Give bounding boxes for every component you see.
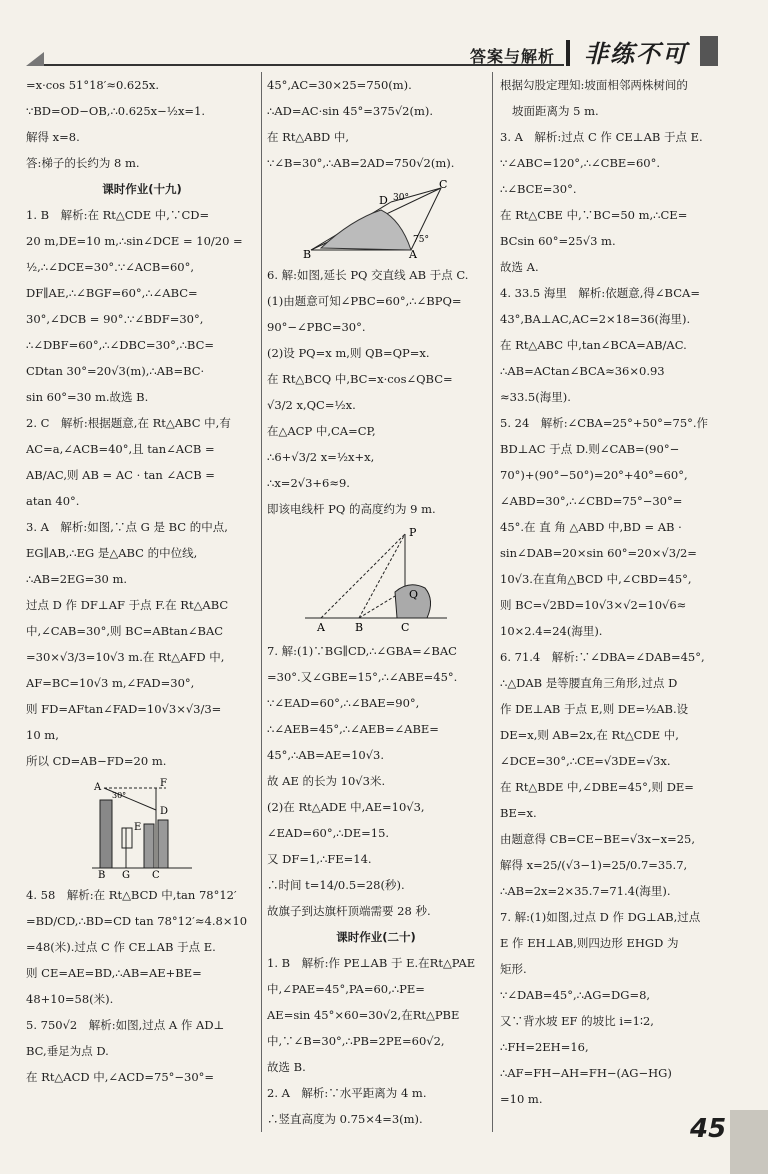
- figure-q3-buildings: [82, 778, 202, 878]
- text-line: atan 40°.: [26, 494, 80, 508]
- text-line: BC,垂足为点 D.: [26, 1044, 109, 1058]
- text-line: 在 Rt△ABD 中,: [267, 130, 350, 144]
- text-line: =10 m.: [500, 1092, 543, 1106]
- text-line: 5. 750√2 解析:如图,过点 A 作 AD⊥: [26, 1018, 225, 1032]
- text-line: AF=BC=10√3 m,∠FAD=30°,: [26, 676, 195, 690]
- text-line: ∴∠BCE=30°.: [500, 182, 577, 196]
- text-line: ∴△DAB 是等腰直角三角形,过点 D: [500, 676, 678, 690]
- text-line: BE=x.: [500, 806, 537, 820]
- text-line: 3. A 解析:过点 C 作 CE⊥AB 于点 E.: [500, 130, 703, 144]
- fig-label-e: E: [134, 822, 142, 833]
- header-title: 答案与解析: [470, 47, 556, 66]
- text-line: =BD/CD,∴BD=CD tan 78°12′≈4.8×10: [26, 914, 248, 928]
- text-line: ∵∠B=30°,∴AB=2AD=750√2(m).: [267, 156, 455, 170]
- text-line: ∴FH=2EH=16,: [500, 1040, 589, 1054]
- text-line: AB/AC,则 AB = AC · tan ∠ACB =: [26, 468, 215, 482]
- text-line: =30°.又∠GBE=15°,∴∠ABE=45°.: [267, 670, 458, 684]
- text-line: 5. 24 解析:∠CBA=25°+50°=75°.作: [500, 416, 709, 430]
- text-line: 10 m,: [26, 728, 59, 742]
- text-line: ∵∠EAD=60°,∴∠BAE=90°,: [267, 696, 420, 710]
- text-line: 由题意得 CB=CE−BE=√3x−x=25,: [500, 832, 696, 846]
- text-line: 则 CE=AE=BD,∴AB=AE+BE=: [26, 966, 202, 980]
- header-divider: [566, 40, 570, 66]
- text-line: ∴竖直高度为 0.75×4=3(m).: [267, 1112, 423, 1126]
- fig-label-a: A: [409, 248, 417, 258]
- text-line: 7. 解:(1)如图,过点 D 作 DG⊥AB,过点: [500, 910, 701, 924]
- text-line: ∴AF=FH−AH=FH−(AG−HG): [500, 1066, 672, 1080]
- corner-shade: [730, 1110, 768, 1174]
- fig-label-angle-30: 30°: [393, 193, 409, 203]
- text-line: 45°.在 直 角 △ABD 中,BD = AB ·: [500, 520, 682, 534]
- text-line: ∴AB=2EG=30 m.: [26, 572, 128, 586]
- text-line: ∴AB=2x=2×35.7=71.4(海里).: [500, 884, 671, 898]
- text-line: DF∥AE,∴∠BGF=60°,∴∠ABC=: [26, 286, 198, 300]
- fig-label-angle-75: 75°: [413, 235, 429, 245]
- fig-label-a: A: [94, 782, 102, 793]
- text-line: 2. A 解析:∵水平距离为 4 m.: [267, 1086, 427, 1100]
- text-line: 4. 58 解析:在 Rt△BCD 中,tan 78°12′: [26, 888, 237, 902]
- text-line: 故 AE 的长为 10√3米.: [267, 774, 386, 788]
- text-line: DE=x,则 AB=2x,在 Rt△CDE 中,: [500, 728, 679, 742]
- text-line: 10×2.4=24(海里).: [500, 624, 603, 638]
- fig-label-b: B: [98, 870, 106, 878]
- text-line: √3/2 x,QC=½x.: [267, 398, 356, 412]
- text-line: 故选 B.: [267, 1060, 306, 1074]
- fig-label-q: Q: [409, 588, 419, 601]
- text-line: 20 m,DE=10 m,∴sin∠DCE = 10/20 =: [26, 234, 243, 248]
- text-line: 3. A 解析:如图,∵点 G 是 BC 的中点,: [26, 520, 228, 534]
- text-line: 在 Rt△ABC 中,tan∠BCA=AB/AC.: [500, 338, 687, 352]
- text-line: 则 FD=AFtan∠FAD=10√3×√3/3=: [26, 702, 222, 716]
- fig-label-b: B: [355, 621, 364, 634]
- column-divider-1: [261, 72, 262, 1132]
- text-line: 解得 x=25/(√3−1)=25/0.7=35.7,: [500, 858, 688, 872]
- text-line: AC=a,∠ACB=40°,且 tan∠ACB =: [26, 442, 215, 456]
- text-line: 又∵背水坡 EF 的坡比 i=1∶2,: [500, 1014, 654, 1028]
- text-line: 6. 解:如图,延长 PQ 交直线 AB 于点 C.: [267, 268, 469, 282]
- text-line: 45°,∴AB=AE=10√3.: [267, 748, 385, 762]
- text-line: 中,∵∠B=30°,∴PB=2PE=60√2,: [267, 1034, 445, 1048]
- text-line: BD⊥AC 于点 D.则∠CAB=(90°−: [500, 442, 680, 456]
- text-line: 在 Rt△BCQ 中,BC=x·cos∠QBC=: [267, 372, 453, 386]
- text-line: =48(米).过点 C 作 CE⊥AB 于点 E.: [26, 940, 216, 954]
- text-line: 所以 CD=AB−FD=20 m.: [26, 754, 167, 768]
- text-line: 根据勾股定理知:坡面相邻两株树间的: [500, 78, 688, 92]
- fig-label-c: C: [439, 180, 448, 191]
- column-divider-2: [492, 72, 493, 1132]
- text-line: EG∥AB,∴EG 是△ABC 的中位线,: [26, 546, 198, 560]
- text-line: 故旗子到达旗杆顶端需要 28 秒.: [267, 904, 431, 918]
- text-line: 在△ACP 中,CA=CP,: [267, 424, 376, 438]
- text-line: 即该电线杆 PQ 的高度约为 9 m.: [267, 502, 436, 516]
- column-right: [500, 72, 732, 1112]
- text-line: E 作 EH⊥AB,则四边形 EHGD 为: [500, 936, 679, 950]
- text-line: 30°,∠DCB = 90°.∵∠BDF=30°,: [26, 312, 204, 326]
- text-line: ∵∠ABC=120°,∴∠CBE=60°.: [500, 156, 660, 170]
- fig-label-c: C: [152, 870, 160, 878]
- text-line: ½,∴∠DCE=30°.∵∠ACB=60°,: [26, 260, 195, 274]
- text-line: ∴AB=ACtan∠BCA≈36×0.93: [500, 364, 665, 378]
- text-line: 1. B 解析:作 PE⊥AB 于 E.在Rt△PAE: [267, 956, 476, 970]
- text-line: 坡面距离为 5 m.: [512, 104, 599, 118]
- text-line: 10√3.在直角△BCD 中,∠CBD=45°,: [500, 572, 692, 586]
- figure-q6-pole: [301, 526, 451, 634]
- text-line: 在 Rt△ACD 中,∠ACD=75°−30°=: [26, 1070, 215, 1084]
- text-line: BCsin 60°=25√3 m.: [500, 234, 616, 248]
- text-line: 则 BC=√2BD=10√3×√2=10√6≈: [500, 598, 687, 612]
- text-line: sin 60°=30 m.故选 B.: [26, 390, 149, 404]
- fig-label-angle: 30°: [112, 791, 127, 800]
- fig-label-d: D: [160, 806, 169, 817]
- text-line: ∵BD=OD−OB,∴0.625x−½x=1.: [26, 104, 206, 118]
- text-line: 4. 33.5 海里 解析:依题意,得∠BCA=: [500, 286, 700, 300]
- text-line: 矩形.: [500, 962, 527, 976]
- text-line: ∠EAD=60°,∴DE=15.: [267, 826, 390, 840]
- text-line: ∴∠AEB=45°,∴∠AEB=∠ABE=: [267, 722, 439, 736]
- text-line: (1)由题意可知∠PBC=60°,∴∠BPQ=: [267, 294, 462, 308]
- text-line: sin∠DAB=20×sin 60°=20×√3/2=: [500, 546, 697, 560]
- text-line: 90°−∠PBC=30°.: [267, 320, 366, 334]
- text-line: ∴x=2√3+6≈9.: [267, 476, 350, 490]
- text-line: 48+10=58(米).: [26, 992, 114, 1006]
- figure-q5-mountain: [301, 180, 451, 258]
- page-number: 45: [690, 1114, 727, 1144]
- text-line: 在 Rt△CBE 中,∵BC=50 m,∴CE=: [500, 208, 688, 222]
- text-line: 过点 D 作 DF⊥AF 于点 F.在 Rt△ABC: [26, 598, 229, 612]
- text-line: ∴时间 t=14/0.5=28(秒).: [267, 878, 405, 892]
- text-line: =30×√3/3=10√3 m.在 Rt△AFD 中,: [26, 650, 225, 664]
- brand-logo: 非练不可: [584, 39, 688, 68]
- text-line: ≈33.5(海里).: [500, 390, 571, 404]
- column-middle: [267, 72, 485, 1132]
- text-line: 在 Rt△BDE 中,∠DBE=45°,则 DE=: [500, 780, 694, 794]
- fig-label-b: B: [303, 248, 312, 258]
- text-line: ∵∠DAB=45°,∴AG=DG=8,: [500, 988, 651, 1002]
- fig-label-g: G: [122, 870, 130, 878]
- text-line: ∠ABD=30°,∴∠CBD=75°−30°=: [500, 494, 683, 508]
- text-line: ∠DCE=30°,∴CE=√3DE=√3x.: [500, 754, 671, 768]
- column-left: [26, 72, 258, 1090]
- text-line: 70°)+(90°−50°)=20°+40°=60°,: [500, 468, 688, 482]
- text-line: (2)在 Rt△ADE 中,AE=10√3,: [267, 800, 425, 814]
- text-line: 6. 71.4 解析:∵∠DBA=∠DAB=45°,: [500, 650, 705, 664]
- text-line: 又 DF=1,∴FE=14.: [267, 852, 372, 866]
- text-line: 1. B 解析:在 Rt△CDE 中,∵CD=: [26, 208, 210, 222]
- header-block-decoration: [700, 36, 718, 66]
- text-line: 2. C 解析:根据题意,在 Rt△ABC 中,有: [26, 416, 231, 430]
- text-line: 解得 x=8.: [26, 130, 80, 144]
- text-line: =x·cos 51°18′≈0.625x.: [26, 78, 160, 92]
- fig-label-c: C: [401, 621, 410, 634]
- text-line: 中,∠PAE=45°,PA=60,∴PE=: [267, 982, 425, 996]
- text-line: 中,∠CAB=30°,则 BC=ABtan∠BAC: [26, 624, 224, 638]
- text-line: ∴AD=AC·sin 45°=375√2(m).: [267, 104, 434, 118]
- page-header: [0, 0, 768, 72]
- text-line: 7. 解:(1)∵BG∥CD,∴∠GBA=∠BAC: [267, 644, 457, 658]
- text-line: 43°,BA⊥AC,AC=2×18=36(海里).: [500, 312, 691, 326]
- text-line: 作 DE⊥AB 于点 E,则 DE=½AB.设: [500, 702, 689, 716]
- header-triangle-decoration: [26, 52, 44, 66]
- text-line: CDtan 30°=20√3(m),∴AB=BC·: [26, 364, 205, 378]
- fig-label-d: D: [379, 194, 388, 207]
- text-line: AE=sin 45°×60=30√2,在Rt△PBE: [267, 1008, 460, 1022]
- text-line: 故选 A.: [500, 260, 539, 274]
- section-title: 课时作业(二十): [336, 930, 416, 944]
- text-line: 答:梯子的长约为 8 m.: [26, 156, 140, 170]
- section-title: 课时作业(十九): [102, 182, 182, 196]
- fig-label-p: P: [409, 526, 417, 539]
- text-line: ∴6+√3/2 x=½x+x,: [267, 450, 375, 464]
- text-line: ∴∠DBF=60°,∴∠DBC=30°,∴BC=: [26, 338, 215, 352]
- text-line: (2)设 PQ=x m,则 QB=QP=x.: [267, 346, 430, 360]
- fig-label-a: A: [317, 621, 325, 634]
- fig-label-f: F: [160, 778, 167, 789]
- text-line: 45°,AC=30×25=750(m).: [267, 78, 412, 92]
